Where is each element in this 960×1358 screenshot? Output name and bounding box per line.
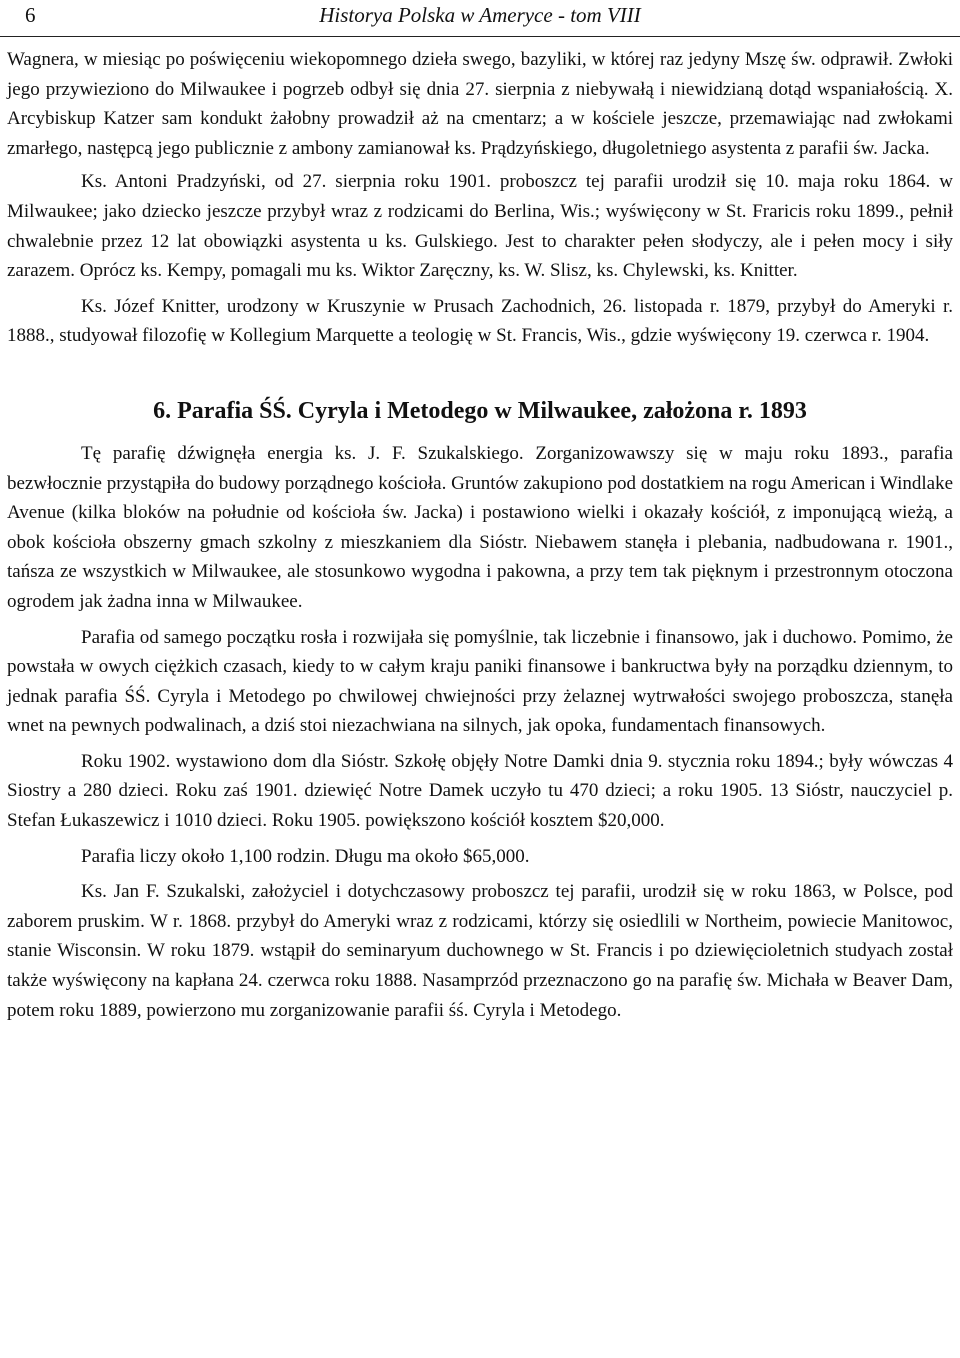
section-heading: 6. Parafia ŚŚ. Cyryla i Metodego w Milwaukee, założona r. 1893	[153, 397, 807, 424]
page-header	[0, 0, 960, 37]
paragraph-8: Ks. Jan F. Szukalski, założyciel i dotychczasowy proboszcz tej parafii, urodził się w roku 1863, w Polsce, pod zaborem pruskim. W r. 1868. przybył do Ameryki wraz z rodzicami, którzy się osiedlili w Northeim, powiecie Manitowoc, stanie Wisconsin. W roku 1879. wstąpił do seminaryum duchownego w St. Francis i po dziewięcioletnich studyach został także wyświęcony na kapłana 24. czerwca roku 1888. Nasamprzód przeznaczono go na parafię św. Michała w Beaver Dam, potem roku 1889, powierzono mu zorganizowanie parafii śś. Cyryla i Metodego.	[7, 881, 953, 1021]
paragraph-2: Ks. Antoni Pradzyński, od 27. sierpnia roku 1901. proboszcz tej parafii urodził się 10. maja roku 1864. w Milwaukee; jako dziecko jeszcze przybył wraz z rodzicami do Berlina, Wis.; wyświęcony w St. Fraricis roku 1899., pełnił chwalebnie przez 12 lat obowiązki asystenta u ks. Gulskiego. Jest to charakter pełen słodyczy, ale i pełen mocy i siły zarazem. Oprócz ks. Kempy, pomagali mu ks. Wiktor Zaręczny, ks. W. Slisz, ks. Chylewski, ks. Knitter.	[7, 171, 953, 282]
paragraph-1: Wagnera, w miesiąc po poświęceniu wiekopomnego dzieła swego, bazyliki, w której raz jedyny Mszę św. odprawił. Zwłoki jego przywieziono do Milwaukee i pogrzeb odbył się dnia 27. sierpnia z niebywałą i niewidzianą dotąd wspaniałością. X. Arcybiskup Katzer sam kondukt żałobny prowadził aż na cmentarz; a w kościele jeszcze, przemawiając nad zwłokami zmarłego, następcą jego publicznie z ambony zamianował ks. Prądzyńskiego, długoletniego asystenta z parafii św. Jacka.	[7, 49, 953, 159]
paragraph-6: Roku 1902. wystawiono dom dla Sióstr. Szkołę objęły Notre Damki dnia 9. stycznia roku 1894.; były wówczas 4 Siostry a 280 dzieci. Roku zaś 1901. dziewięć Notre Damek uczyło tu 470 dzieci; a roku 1905. 13 Sióstr, nauczyciel p. Stefan Łukaszewicz i 1010 dzieci. Roku 1905. powiększono kościół kosztem $20,000.	[7, 750, 953, 832]
paragraph-4: Tę parafię dźwignęła energia ks. J. F. Szukalskiego. Zorganizowawszy się w maju roku 1893., parafia bezwłocznie przystąpiła do budowy porządnego kościoła. Gruntów zakupiono pod dostatkiem na rogu American i Windlake Avenue (kilka bloków na południe od kościoła św. Jacka) i postawiono wielki i okazały kościół, z imponującą wieżą, a obok kościoła obszerny gmach szkolny z mieszkaniem dla Sióstr. Niebawem stanęła i plebania, nadbudowana r. 1901., tańsza ze wszystkich w Milwaukee, ale stosunkowo wygodna i pakowna, a przy tem tak pięknym i przestronnym otoczona ogrodem jak żadna inna w Milwaukee.	[7, 442, 953, 612]
page-body	[7, 45, 953, 1025]
paragraph-3: Ks. Józef Knitter, urodzony w Kruszynie w Prusach Zachodnich, 26. listopada r. 1879, przybył do Ameryki r. 1888., studyował filozofię w Kollegium Marquette a teologię w St. Francis, Wis., gdzie wyświęcony 19. czerwca r. 1904.	[7, 295, 953, 347]
running-title: Historya Polska w Ameryce - tom VIII	[319, 3, 641, 27]
paragraph-5: Parafia od samego początku rosła i rozwijała się pomyślnie, tak liczebnie i finansowo, jak i duchowo. Pomimo, że powstała w owych ciężkich czasach, kiedy to w całym kraju paniki finansowe i bankructwa były na porządku dziennym, to jednak parafia ŚŚ. Cyryla i Metodego po chwilowej chwiejności przy żelaznej wytrwałości swojego proboszcza, stanęła wnet na pewnych podwalinach, a dziś stoi niezachwiana na silnych, jak opoka, fundamentach finansowych.	[7, 626, 953, 737]
page-number: 6	[25, 3, 36, 27]
paragraph-7: Parafia liczy około 1,100 rodzin. Długu ma około $65,000.	[81, 845, 530, 867]
